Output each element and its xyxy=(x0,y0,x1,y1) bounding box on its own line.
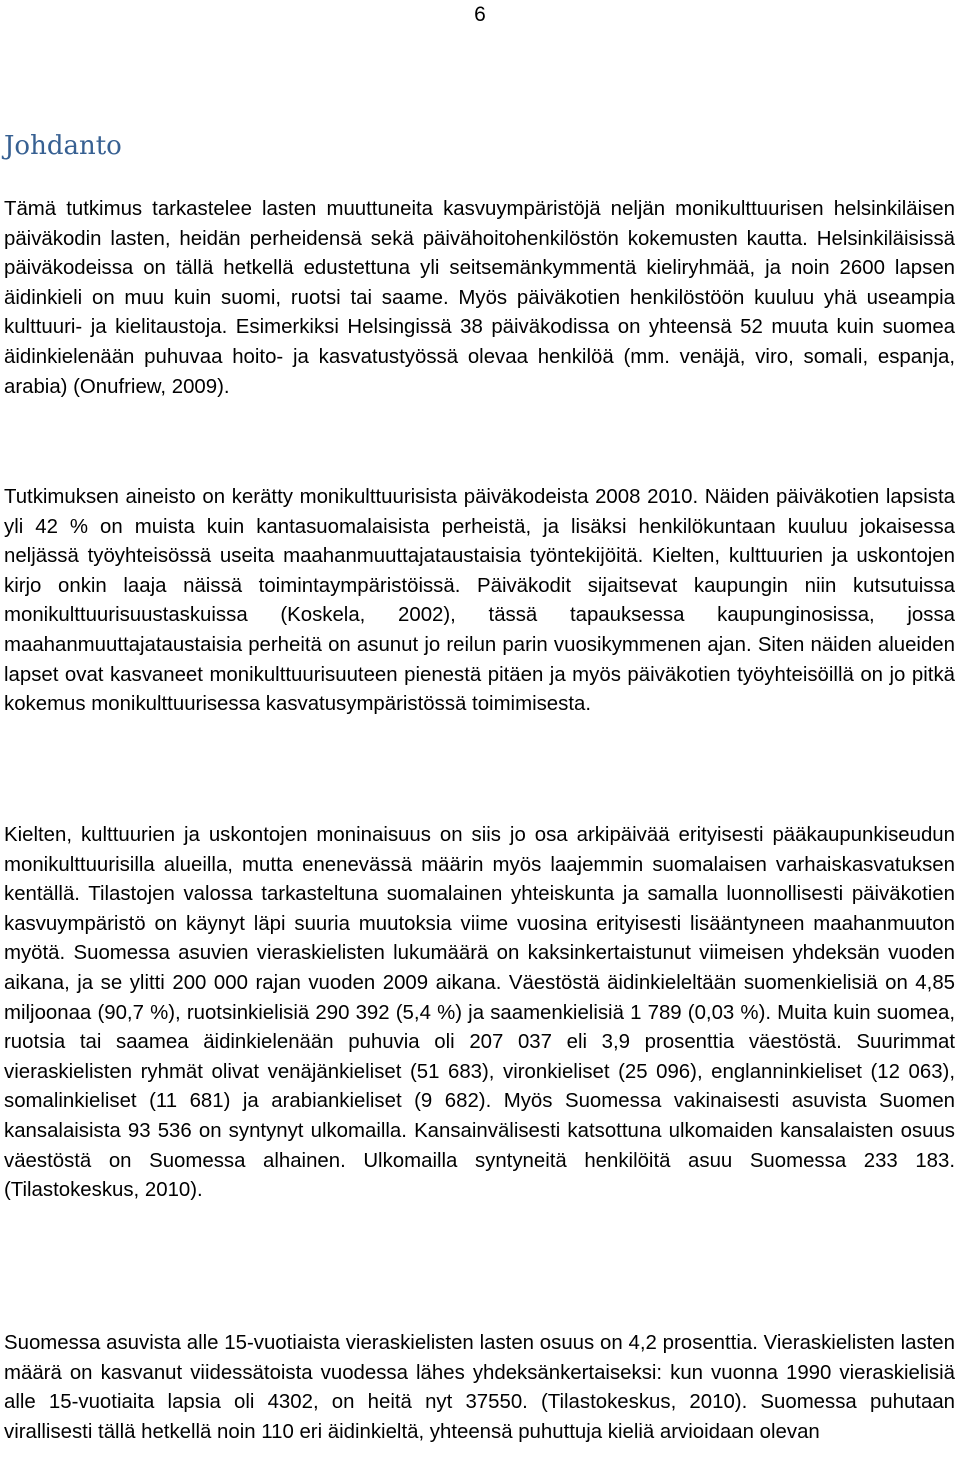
paragraph-intro: Tämä tutkimus tarkastelee lasten muuttuneita kasvuympäristöjä neljän monikulttuurisen helsinkiläisen päiväkodin lasten, heidän perheidensä sekä päivähoitohenkilöstön kokemusten kautta. Helsinkiläisissä päiväkodeissa on tällä hetkellä edustettuna yli seitsemänkymmentä kieliryhmää, ja noin 2600 lapsen äidinkieli on muu kuin suomi, ruotsi tai saame. Myös päiväkotien henkilöstöön kuuluu yhä useampia kulttuuri- ja kielitaustoja. Esimerkiksi Helsingissä 38 päiväkodissa on yhteensä 52 muuta kuin suomea äidinkielenään puhuvaa hoito- ja kasvatustyössä olevaa henkilöä (mm. venäjä, viro, somali, espanja, arabia) (Onufriew, 2009). xyxy=(4,198,955,398)
paragraph-children-languages: Suomessa asuvista alle 15-vuotiaista vieraskielisten lasten osuus on 4,2 prosenttia. Vieraskielisten lasten määrä on kasvanut viidessätoista vuodessa lähes yhdeksänkertaiseksi: kun vuonna 1990 vieraskielisiä alle 15-vuotiaita lapsia oli 4302, on heitä nyt 37550. (Tilastokeskus, 2010). Suomessa puhutaan virallisesti tällä hetkellä noin 110 eri äidinkieltä, yhteensä puhuttuja kieliä arvioidaan olevan xyxy=(4,1332,955,1443)
paragraph-research-material: Tutkimuksen aineisto on kerätty monikulttuurisista päiväkodeista 2008 2010. Näiden päiväkotien lapsista yli 42 % on muista kuin kantasuomalaisista perheistä, ja lisäksi henkilökuntaan kuuluu jokaisessa neljässä työyhteisössä useita maahanmuuttajataustaisia työntekijöitä. Kielten, kulttuurien ja uskontojen kirjo onkin laaja näissä toimintaympäristöissä. Päiväkodit sijaitsevat kaupungin niin kutsutuissa monikulttuurisuustaskuissa (Koskela, 2002), tässä tapauksessa kaupunginosissa, jossa maahanmuuttajataustaisia perheitä on asunut jo reilun parin vuosikymmenen ajan. Siten näiden alueiden lapset ovat kasvaneet monikulttuurisuuteen pienestä pitäen ja myös päiväkotien työyhteisöillä on jo pitkä kokemus monikulttuurisessa kasvatusympäristössä toimimisesta. xyxy=(4,486,955,716)
section-heading: Johdanto xyxy=(4,131,122,161)
paragraph-statistics: Kielten, kulttuurien ja uskontojen moninaisuus on siis jo osa arkipäivää erityisesti pääkaupunkiseudun monikulttuurisilla alueilla, mutta enenevässä määrin myös laajemmin suomalaisen varhaiskasvatuksen kentällä. Tilastojen valossa tarkasteltuna suomalainen yhteiskunta ja samalla luonnollisesti päiväkotien kasvuympäristö on käynyt läpi suuria muutoksia viime vuosina erityisesti lisääntyneen maahanmuuton myötä. Suomessa asuvien vieraskielisten lukumäärä on kaksinkertaistunut viimeisen yhdeksän vuoden aikana, ja se ylitti 200 000 rajan vuoden 2009 aikana. Väestöstä äidinkieleltään suomenkielisiä on 4,85 miljoonaa (90,7 %), ruotsinkielisiä 290 392 (5,4 %) ja saamenkielisiä 1 789 (0,03 %). Muita kuin suomea, ruotsia tai saamea äidinkielenään puhuvia oli 207 037 eli 3,9 prosenttia väestöstä. Suurimmat vieraskielisten ryhmät olivat venäjänkieliset (51 683), vironkieliset (25 096), englanninkieliset (12 063), somalinkieliset (11 681) ja arabiankieliset (9 682). Myös Suomessa vakinaisesti asuvista Suomen kansalaisista 93 536 on syntynyt ulkomailla. Kansainvälisesti katsottuna ulkomaiden kansalaisten osuus väestöstä on Suomessa alhainen. Ulkomailla syntyneitä henkilöitä asuu Suomessa 233 183. (Tilastokeskus, 2010). xyxy=(4,824,955,1202)
page-number: 6 xyxy=(474,3,486,26)
